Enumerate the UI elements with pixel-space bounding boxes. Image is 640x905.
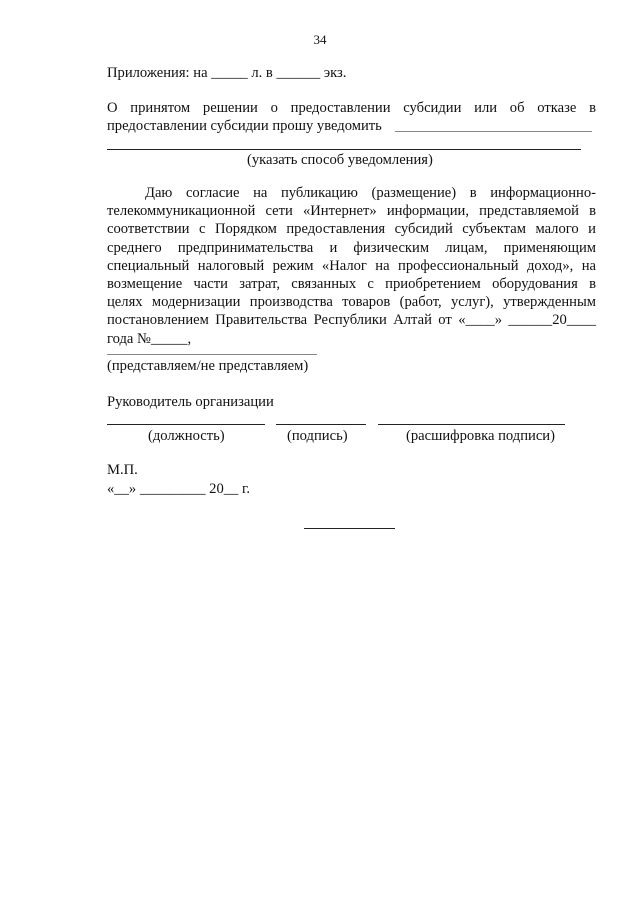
consent-line: постановлением Правительства Республики Алтай от «____» ______20____ bbox=[107, 312, 596, 329]
closing-divider bbox=[304, 528, 395, 529]
consent-line: Даю согласие на публикацию (размещение) в информационно- bbox=[145, 185, 596, 201]
notify-method-line bbox=[107, 149, 581, 150]
provide-line bbox=[107, 354, 317, 355]
page-number: 34 bbox=[313, 32, 327, 47]
consent-line: среднего предпринимательства и физическим лицам, применяющим bbox=[107, 239, 596, 256]
provide-caption: (представляем/не представляем) bbox=[107, 358, 309, 374]
notify-line-1: О принятом решении о предоставлении субсидии или об отказе в bbox=[107, 100, 596, 116]
consent-line: года №_____, bbox=[107, 330, 192, 347]
notify-line-2: предоставлении субсидии прошу уведомить bbox=[107, 118, 382, 134]
head-label: Руководитель организации bbox=[107, 394, 274, 410]
signature-caption: (подпись) bbox=[287, 428, 348, 444]
signature-line bbox=[276, 424, 366, 425]
stamp-label: М.П. bbox=[107, 462, 138, 478]
consent-line: соответствии с Порядком предоставления субсидий субъектам малого и bbox=[107, 221, 596, 238]
consent-line: телекоммуникационной сети «Интернет» информации, представляемой в bbox=[107, 203, 596, 220]
date-line: «__» _________ 20__ г. bbox=[107, 481, 250, 497]
position-line bbox=[107, 424, 265, 425]
position-caption: (должность) bbox=[148, 428, 225, 444]
decode-caption: (расшифровка подписи) bbox=[406, 428, 555, 444]
consent-line: целях модернизации производства товаров (работ, услуг), утвержденным bbox=[107, 294, 596, 311]
notify-method-blank bbox=[395, 131, 592, 132]
notify-caption: (указать способ уведомления) bbox=[247, 152, 433, 168]
consent-line: специальный налоговый режим «Налог на профессиональный доход», на bbox=[107, 257, 596, 274]
consent-paragraph bbox=[107, 184, 596, 348]
attachments-line: Приложения: на _____ л. в ______ экз. bbox=[107, 65, 347, 81]
decode-line bbox=[378, 424, 565, 425]
consent-line: возмещение части затрат, связанных с приобретением оборудования в bbox=[107, 275, 596, 292]
